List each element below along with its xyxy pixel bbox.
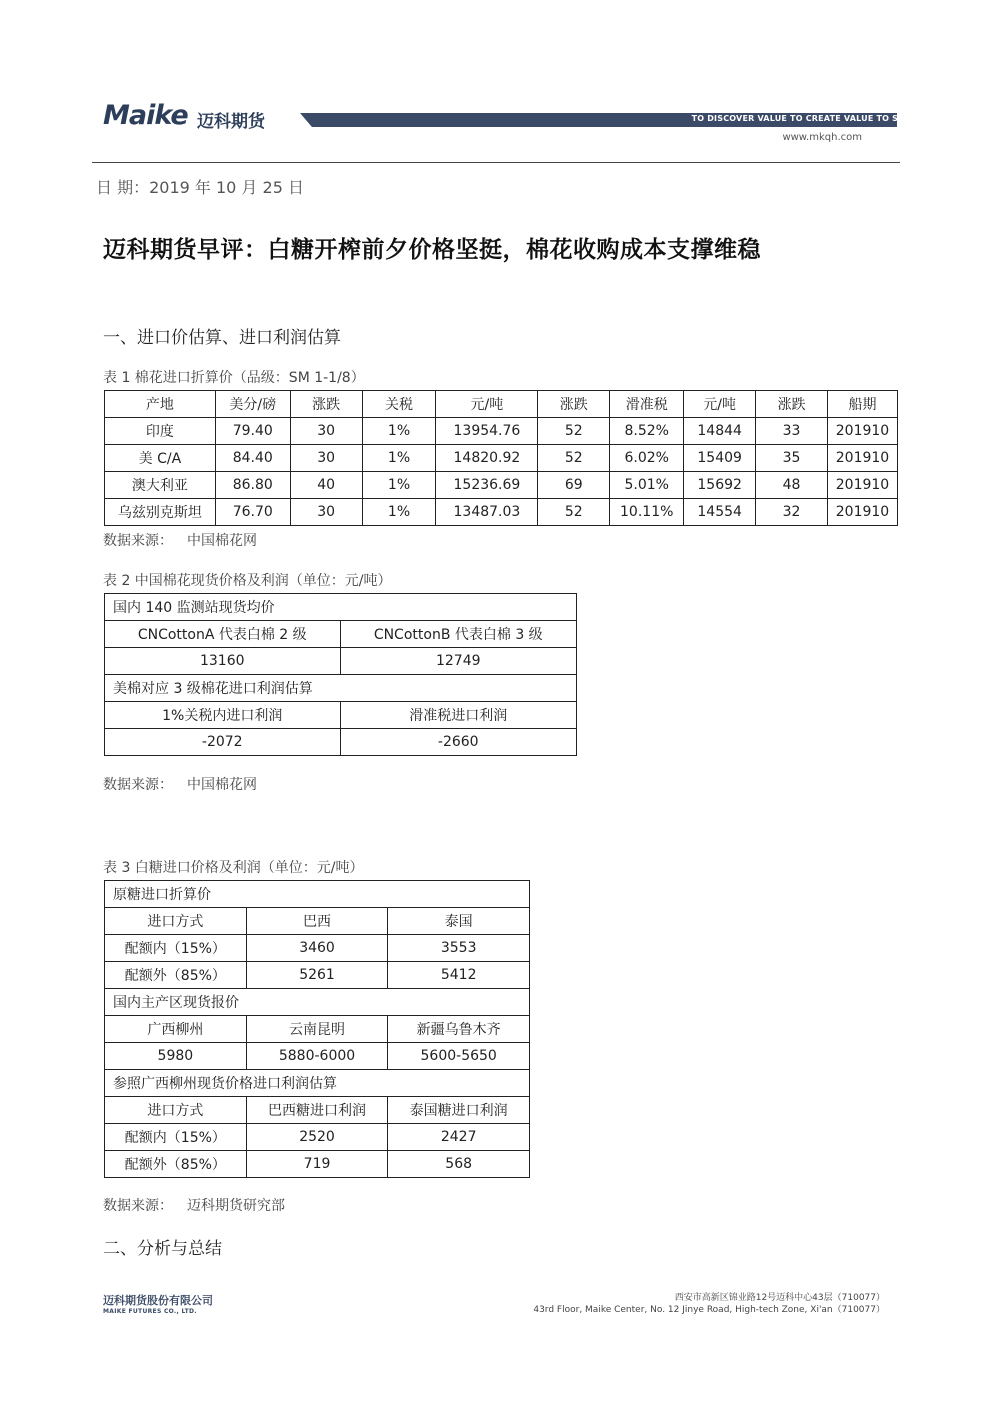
- table-cell: 5261: [246, 962, 388, 989]
- address-cn: 西安市高新区锦业路12号迈科中心43层（710077）: [674, 1293, 885, 1303]
- table-cell: 1%: [362, 499, 436, 526]
- table-cell: 40: [290, 472, 362, 499]
- header-cell: 泰国糖进口利润: [388, 1097, 530, 1124]
- table-cell: 52: [538, 418, 610, 445]
- source-name: 中国棉花网: [187, 777, 257, 793]
- table-cell: 配额外（85%）: [105, 962, 247, 989]
- header-cell: 广西柳州: [105, 1016, 247, 1043]
- table-cell: 5600-5650: [388, 1043, 530, 1070]
- table-cell: 32: [756, 499, 828, 526]
- table-cell: 48: [756, 472, 828, 499]
- header-cell: 美分/磅: [215, 391, 290, 418]
- report-date: 日 期：2019 年 10 月 25 日: [96, 178, 304, 197]
- header-cell: CNCottonA 代表白棉 2 级: [105, 621, 341, 648]
- company-name-en: MAIKE FUTURES CO., LTD.: [103, 1308, 197, 1315]
- header-cell: 滑准税进口利润: [340, 702, 577, 729]
- header-cell: 云南昆明: [246, 1016, 388, 1043]
- table-cell: 配额内（15%）: [105, 1124, 247, 1151]
- table2-source: [103, 774, 257, 794]
- header-cell: 巴西糖进口利润: [246, 1097, 388, 1124]
- table-cell: 201910: [828, 445, 898, 472]
- header-cell: 滑准税: [610, 391, 684, 418]
- table1-caption: 表 1 棉花进口折算价（品级：SM 1-1/8）: [103, 370, 365, 386]
- header-cell: 进口方式: [105, 1097, 247, 1124]
- table-cell: 30: [290, 418, 362, 445]
- header-cell: 涨跌: [538, 391, 610, 418]
- table-cell: 2520: [246, 1124, 388, 1151]
- brand-logo: Maike: [103, 100, 188, 131]
- table-cell: 13954.76: [436, 418, 538, 445]
- source-label: 数据来源：: [103, 777, 173, 793]
- cotton-spot-table: [104, 593, 577, 756]
- group-label: 参照广西柳州现货价格进口利润估算: [105, 1070, 530, 1097]
- table-cell: 1%: [362, 418, 436, 445]
- report-title: 迈科期货早评：白糖开榨前夕价格坚挺，棉花收购成本支撑维稳: [103, 237, 761, 263]
- table-cell: 2427: [388, 1124, 530, 1151]
- table-cell: 719: [246, 1151, 388, 1178]
- company-name-cn: 迈科期货股份有限公司: [103, 1294, 213, 1307]
- table-cell: 14554: [684, 499, 756, 526]
- table-cell: 10.11%: [610, 499, 684, 526]
- header-cell: 关税: [362, 391, 436, 418]
- table-cell: 201910: [828, 472, 898, 499]
- slogan: TO DISCOVER VALUE TO CREATE VALUE TO SHARE VALUE: [691, 114, 956, 123]
- brand-logo-cn: 迈科期货: [197, 112, 265, 132]
- table-cell: 13487.03: [436, 499, 538, 526]
- table-cell: 12749: [340, 648, 577, 675]
- header-cell: 元/吨: [436, 391, 538, 418]
- table3-source: [103, 1195, 285, 1215]
- address-en: 43rd Floor, Maike Center, No. 12 Jinye Road, High-tech Zone, Xi'an（710077）: [533, 1305, 885, 1315]
- table-cell: 30: [290, 499, 362, 526]
- header-cell: 新疆乌鲁木齐: [388, 1016, 530, 1043]
- table-header-row: [105, 391, 898, 418]
- header-cell: 1%关税内进口利润: [105, 702, 341, 729]
- table-row: [105, 418, 898, 445]
- table-row: [105, 499, 898, 526]
- table-cell: 30: [290, 445, 362, 472]
- table-row: [105, 445, 898, 472]
- table-cell: 5412: [388, 962, 530, 989]
- table-cell: 1%: [362, 472, 436, 499]
- header-cell: 涨跌: [756, 391, 828, 418]
- header-cell: 涨跌: [290, 391, 362, 418]
- table-cell: 84.40: [215, 445, 290, 472]
- source-name: 迈科期货研究部: [187, 1198, 285, 1214]
- table-cell: 76.70: [215, 499, 290, 526]
- table-cell: 33: [756, 418, 828, 445]
- group-label: 国内主产区现货报价: [105, 989, 530, 1016]
- header-divider: [92, 162, 900, 163]
- table-cell: 5980: [105, 1043, 247, 1070]
- header-cell: 泰国: [388, 908, 530, 935]
- table-cell: 5.01%: [610, 472, 684, 499]
- table-cell: 69: [538, 472, 610, 499]
- source-label: 数据来源：: [103, 1198, 173, 1214]
- table-cell: 15236.69: [436, 472, 538, 499]
- header-cell: 进口方式: [105, 908, 247, 935]
- table-row: [105, 472, 898, 499]
- header-cell: CNCottonB 代表白棉 3 级: [340, 621, 577, 648]
- table1-source: [103, 530, 257, 550]
- footer-address: [533, 1292, 885, 1316]
- table-cell: 15409: [684, 445, 756, 472]
- table-cell: 35: [756, 445, 828, 472]
- group-label: 原糖进口折算价: [105, 881, 530, 908]
- table-cell: 3460: [246, 935, 388, 962]
- group-label: 国内 140 监测站现货均价: [105, 594, 577, 621]
- cotton-import-table: [104, 390, 898, 526]
- header-cell: 产地: [105, 391, 216, 418]
- table-cell: 201910: [828, 418, 898, 445]
- table-cell: 澳大利亚: [105, 472, 216, 499]
- table-cell: 13160: [105, 648, 341, 675]
- table-cell: 5880-6000: [246, 1043, 388, 1070]
- table-cell: 14820.92: [436, 445, 538, 472]
- table-cell: 配额内（15%）: [105, 935, 247, 962]
- table-cell: -2660: [340, 729, 577, 756]
- header-cell: 船期: [828, 391, 898, 418]
- header-cell: 元/吨: [684, 391, 756, 418]
- table-cell: 配额外（85%）: [105, 1151, 247, 1178]
- table-cell: 乌兹别克斯坦: [105, 499, 216, 526]
- table-cell: 1%: [362, 445, 436, 472]
- table-cell: -2072: [105, 729, 341, 756]
- table-cell: 79.40: [215, 418, 290, 445]
- table3-caption: 表 3 白糖进口价格及利润（单位：元/吨）: [103, 860, 364, 876]
- website-link[interactable]: www.mkqh.com: [782, 132, 862, 143]
- table-cell: 6.02%: [610, 445, 684, 472]
- table-cell: 3553: [388, 935, 530, 962]
- table2-caption: 表 2 中国棉花现货价格及利润（单位：元/吨）: [103, 573, 392, 589]
- table-cell: 8.52%: [610, 418, 684, 445]
- table-cell: 568: [388, 1151, 530, 1178]
- source-name: 中国棉花网: [187, 533, 257, 549]
- table-cell: 14844: [684, 418, 756, 445]
- table-cell: 52: [538, 445, 610, 472]
- footer-company: [103, 1292, 213, 1315]
- table-cell: 美 C/A: [105, 445, 216, 472]
- source-label: 数据来源：: [103, 533, 173, 549]
- sugar-import-table: [104, 880, 530, 1178]
- section-heading-2: 二、分析与总结: [103, 1239, 222, 1259]
- table-cell: 86.80: [215, 472, 290, 499]
- header-cell: 巴西: [246, 908, 388, 935]
- table-cell: 15692: [684, 472, 756, 499]
- table-cell: 201910: [828, 499, 898, 526]
- table-cell: 印度: [105, 418, 216, 445]
- table-cell: 52: [538, 499, 610, 526]
- group-label: 美棉对应 3 级棉花进口利润估算: [105, 675, 577, 702]
- section-heading-1: 一、进口价估算、进口利润估算: [103, 328, 341, 348]
